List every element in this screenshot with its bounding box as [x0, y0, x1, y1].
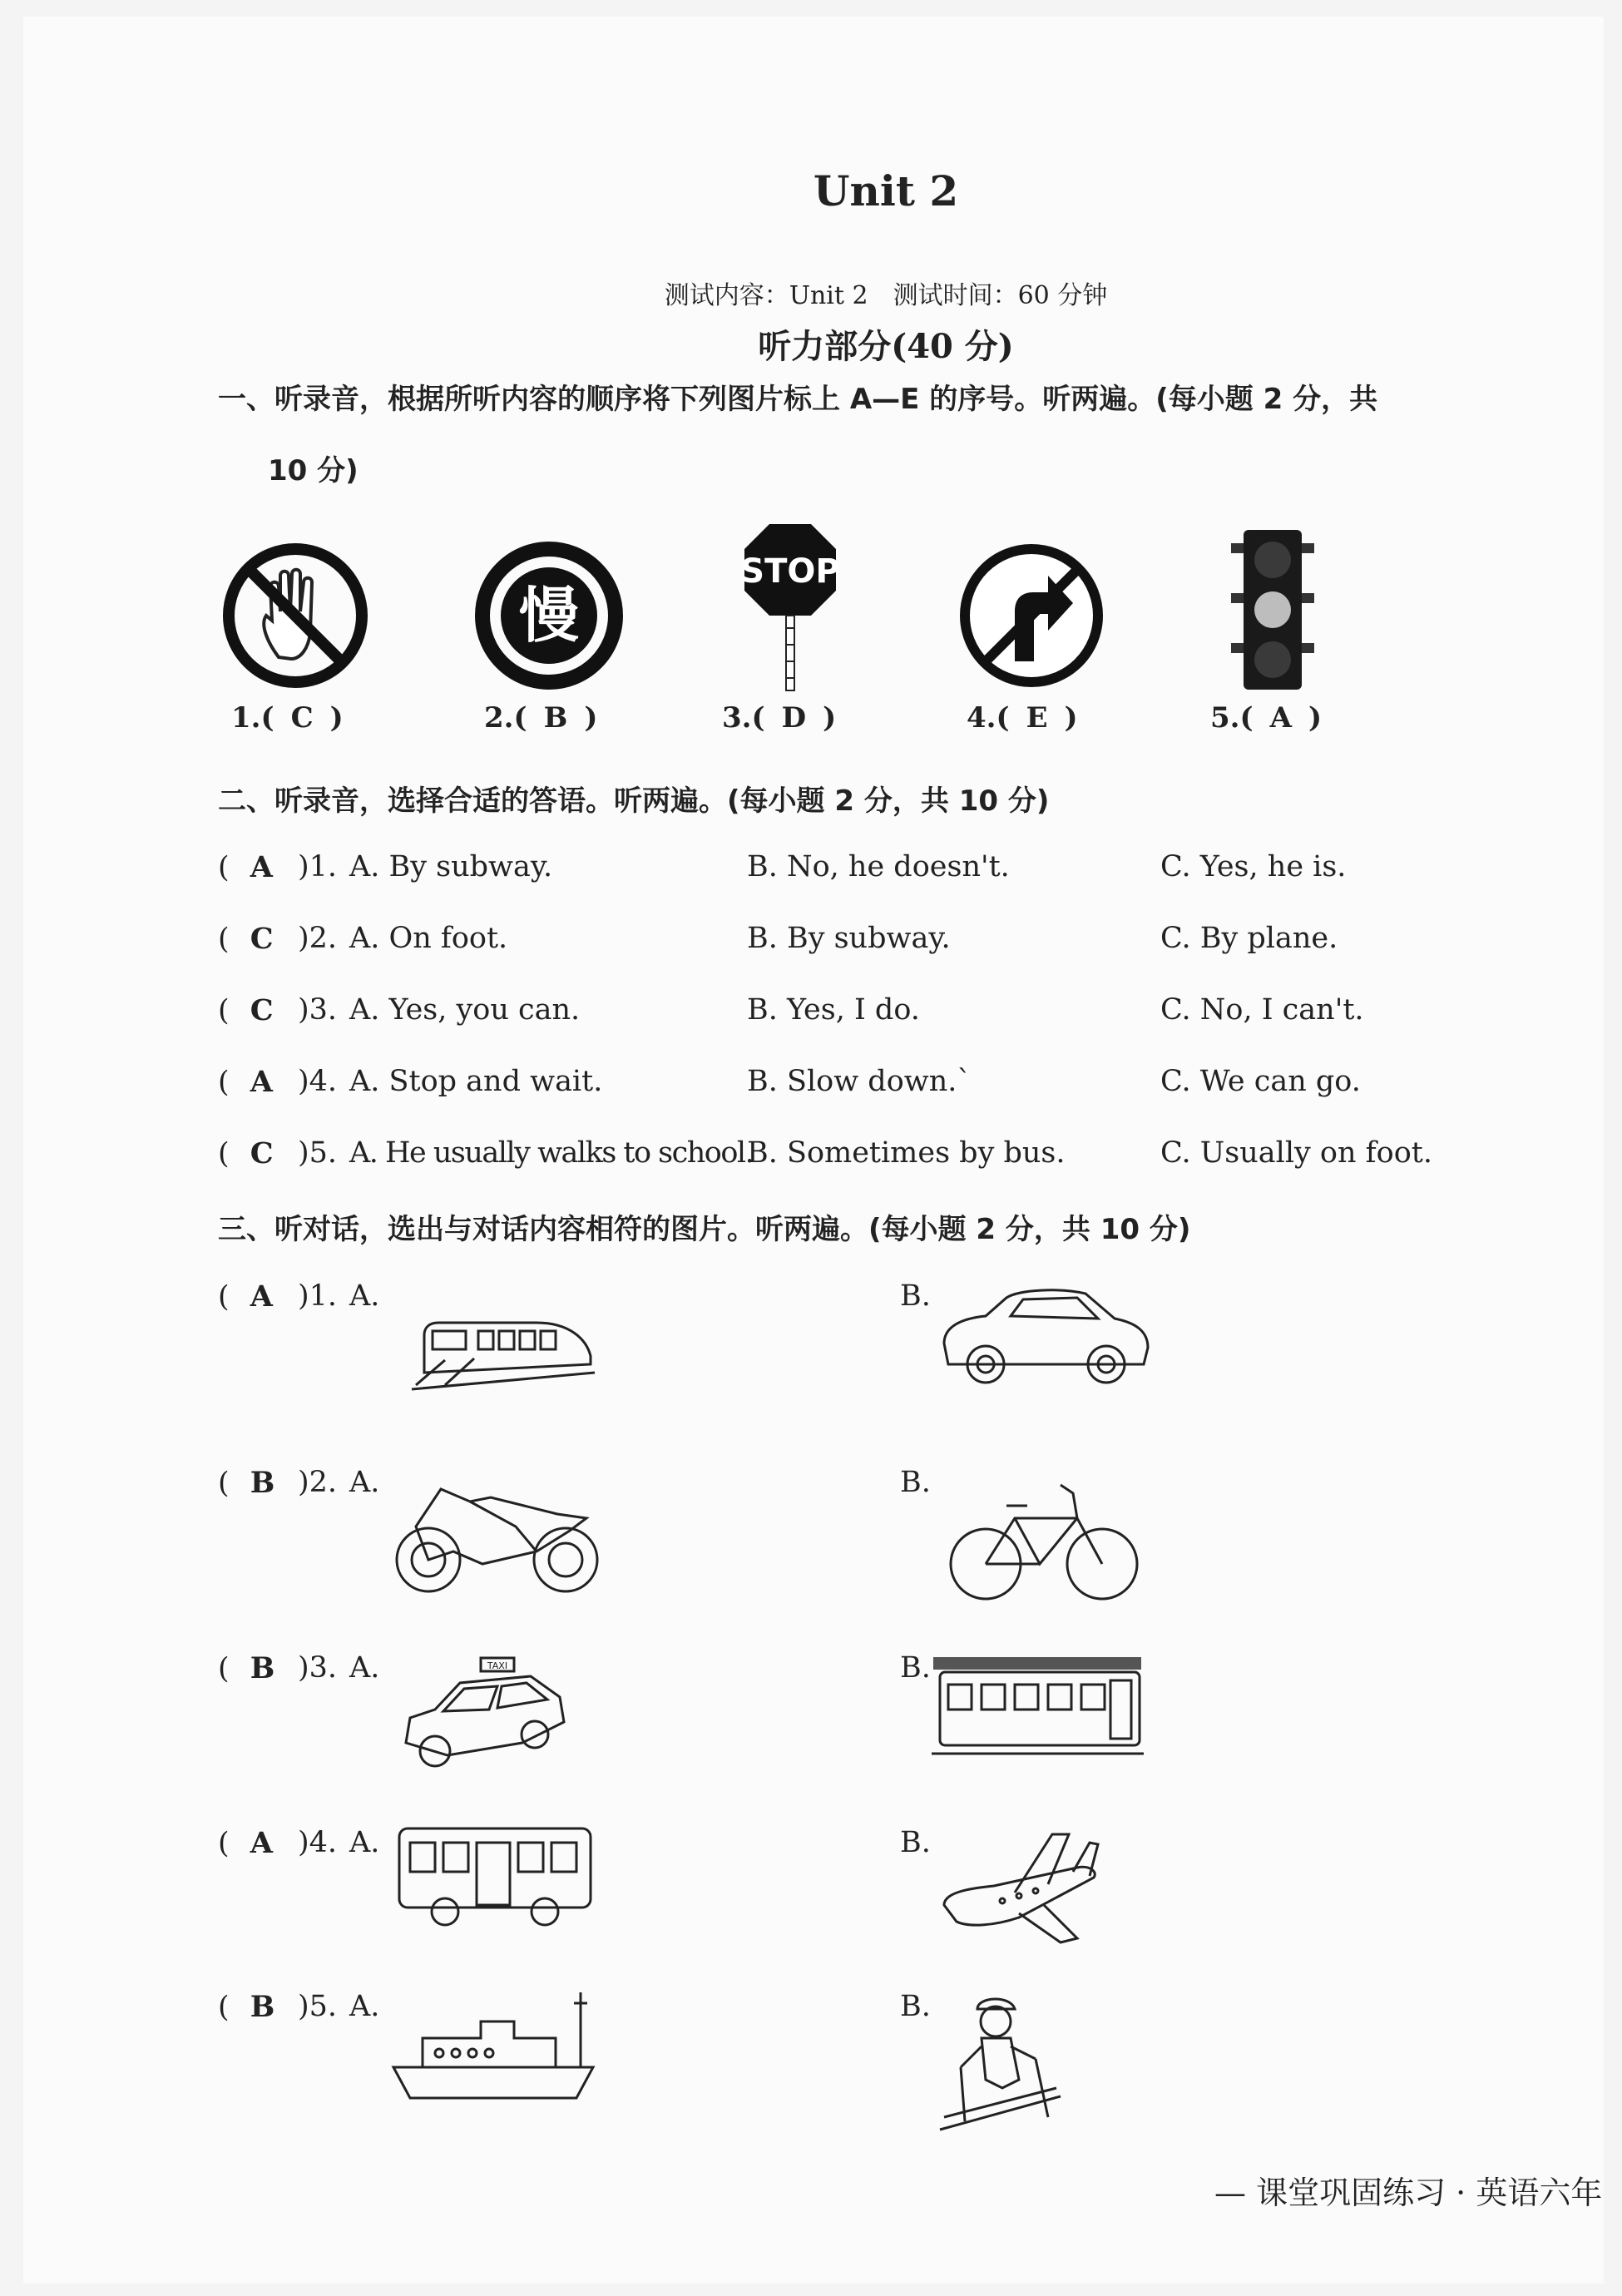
question-number: )1.	[298, 850, 338, 883]
option-a-label: A.	[349, 1826, 380, 1859]
stop-sign-icon	[740, 520, 840, 695]
option-b-label: B.	[900, 1651, 931, 1685]
ship-icon	[389, 1988, 601, 2105]
option-c: C. By plane.	[1160, 922, 1338, 955]
option-b-label: B.	[900, 1990, 931, 2023]
answer-value: A	[250, 1279, 273, 1314]
answer-value: C	[250, 993, 274, 1027]
plane-icon	[936, 1826, 1102, 1951]
car-icon	[936, 1281, 1152, 1398]
train-icon	[412, 1310, 599, 1393]
option-a: A. Stop and wait.	[349, 1065, 603, 1098]
page-footer: — 课堂巩固练习 · 英语六年	[1214, 2175, 1603, 2211]
option-b: B. Slow down.`	[747, 1065, 972, 1098]
option-c: C. Yes, he is.	[1160, 850, 1347, 883]
bus-icon	[395, 1822, 599, 1930]
option-b: B. By subway.	[747, 922, 951, 955]
question-number: )4.	[298, 1826, 338, 1859]
question-number: )5.	[298, 1990, 338, 2023]
option-a: A. Yes, you can.	[349, 993, 581, 1027]
section1-heading: 一、听录音，根据所听内容的顺序将下列图片标上 A—E 的序号。听两遍。(每小题 2 分，共	[218, 383, 1378, 416]
option-b-label: B.	[900, 1466, 931, 1499]
section3-heading: 三、听对话，选出与对话内容相符的图片。听两遍。(每小题 2 分，共 10 分)	[218, 1213, 1191, 1246]
answer-value: C	[250, 1136, 274, 1170]
answer-value: A	[250, 1065, 273, 1099]
sign5-label: 5.( A )	[1210, 701, 1323, 735]
question-number: )1.	[298, 1279, 338, 1313]
no-hand-icon	[220, 541, 370, 690]
answer-value: A	[250, 1826, 273, 1860]
question-number: )2.	[298, 922, 338, 955]
svg-text:TAXI: TAXI	[487, 1660, 508, 1671]
svg-text:STOP: STOP	[740, 552, 840, 591]
taxi-icon	[398, 1651, 572, 1776]
page-title: Unit 2	[813, 166, 959, 215]
sign1-label: 1.( C )	[231, 701, 344, 735]
answer-value: B	[250, 1466, 275, 1500]
question-number: )4.	[298, 1065, 338, 1098]
option-b: B. Yes, I do.	[747, 993, 920, 1027]
option-c: C. No, I can't.	[1160, 993, 1364, 1027]
slow-sign-icon	[474, 541, 624, 690]
subway-train-icon	[932, 1655, 1148, 1764]
traffic-light-icon	[1223, 528, 1323, 695]
section1-heading-cont: 10 分)	[268, 454, 359, 487]
option-c: C. Usually on foot.	[1160, 1136, 1432, 1170]
answer-value: C	[250, 922, 274, 956]
answer-value: B	[250, 1990, 275, 2024]
option-a-label: A.	[349, 1279, 380, 1313]
option-a: A. He usually walks to school.	[349, 1136, 754, 1170]
sign4-label: 4.( E )	[967, 701, 1078, 735]
option-a: A. On foot.	[349, 922, 508, 955]
option-a-label: A.	[349, 1466, 380, 1499]
section2-heading: 二、听录音，选择合适的答语。听两遍。(每小题 2 分，共 10 分)	[218, 784, 1050, 818]
svg-text:慢: 慢	[518, 581, 580, 651]
question-number: )2.	[298, 1466, 338, 1499]
skier-icon	[936, 1988, 1069, 2138]
option-a-label: A.	[349, 1651, 380, 1685]
sign2-label: 2.( B )	[484, 701, 598, 735]
question-number: )5.	[298, 1136, 338, 1170]
option-a-label: A.	[349, 1990, 380, 2023]
question-number: )3.	[298, 993, 338, 1027]
option-a: A. By subway.	[349, 850, 553, 883]
sign3-label: 3.( D )	[722, 701, 837, 735]
part-title: 听力部分(40 分)	[758, 327, 1014, 366]
motorcycle-icon	[391, 1468, 607, 1597]
no-right-turn-icon	[957, 541, 1106, 690]
option-b: B. Sometimes by bus.	[747, 1136, 1066, 1170]
answer-value: A	[250, 850, 273, 884]
option-b-label: B.	[900, 1826, 931, 1859]
question-number: )3.	[298, 1651, 338, 1685]
option-b-label: B.	[900, 1279, 931, 1313]
option-c: C. We can go.	[1160, 1065, 1361, 1098]
answer-value: B	[250, 1651, 275, 1685]
test-info: 测试内容：Unit 2 测试时间：60 分钟	[664, 281, 1108, 310]
option-b: B. No, he doesn't.	[747, 850, 1010, 883]
bicycle-icon	[948, 1472, 1140, 1606]
